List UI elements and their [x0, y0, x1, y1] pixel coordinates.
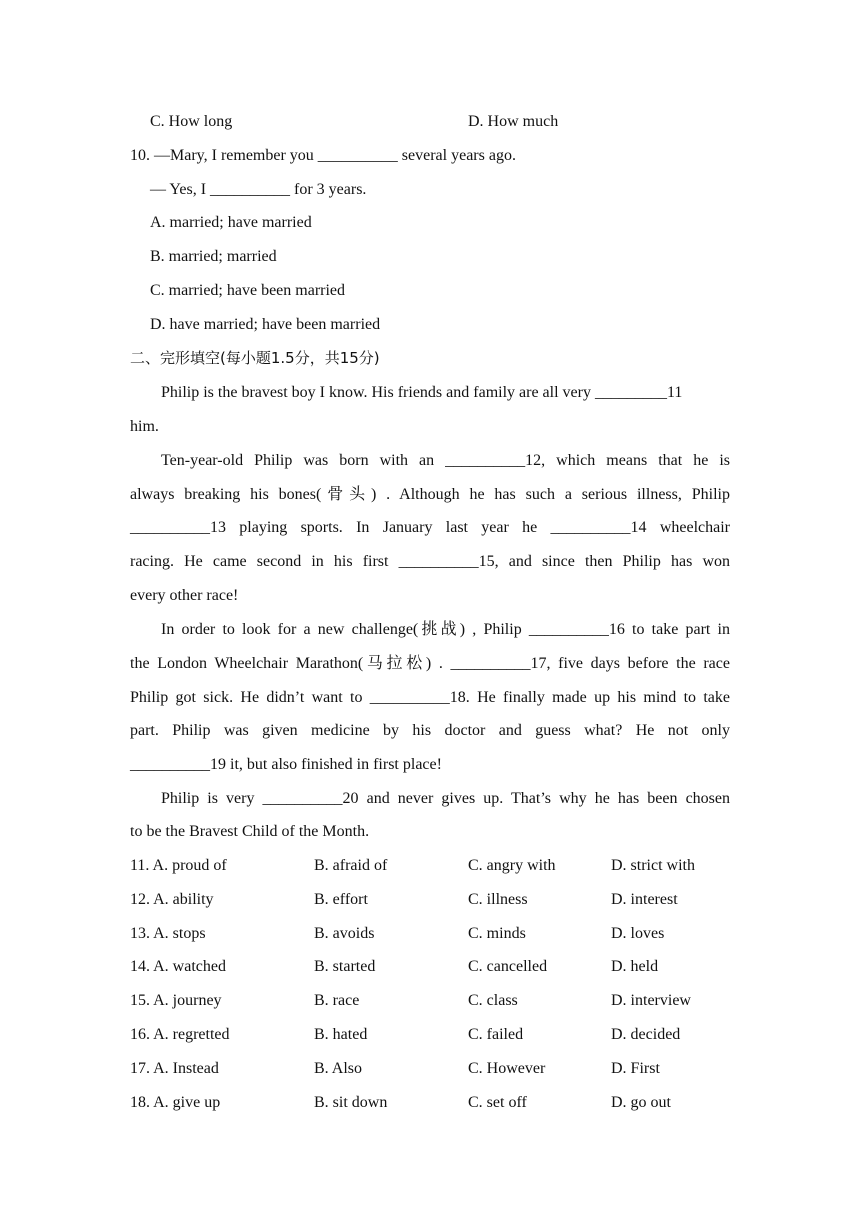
choice-17-d: D. First — [611, 1060, 660, 1077]
q10-option-a: A. married; have married — [150, 214, 312, 231]
choice-18-b: B. sit down — [314, 1094, 388, 1111]
choice-11-c: C. angry with — [468, 857, 556, 874]
passage-p2-line4: racing. He came second in his first __________15, and since then Philip has won — [130, 553, 730, 570]
choice-14-b: B. started — [314, 958, 376, 975]
passage-p3-line4: part. Philip was given medicine by his doctor and guess what? He not only — [130, 722, 730, 739]
section-title: 二、完形填空(每小题1.5分，共15分) — [130, 349, 380, 367]
passage-p3-line3: Philip got sick. He didn’t want to __________18. He finally made up his mind to take — [130, 689, 730, 706]
choice-16-d: D. decided — [611, 1026, 681, 1043]
q10-stem: 10. —Mary, I remember you __________ several years ago. — [130, 147, 516, 164]
passage-p2-line5: every other race! — [130, 587, 239, 604]
choice-12-b: B. effort — [314, 891, 368, 908]
choice-18-a: 18. A. give up — [130, 1094, 221, 1111]
q10-reply: — Yes, I __________ for 3 years. — [150, 181, 367, 198]
choice-11-d: D. strict with — [611, 857, 695, 874]
passage-p4-line2: to be the Bravest Child of the Month. — [130, 823, 370, 840]
choice-12-a: 12. A. ability — [130, 891, 214, 908]
q10-option-d: D. have married; have been married — [150, 316, 381, 333]
choice-15-d: D. interview — [611, 992, 691, 1009]
q9-option-d: D. How much — [468, 113, 559, 130]
choice-14-c: C. cancelled — [468, 958, 548, 975]
passage-p3-line2: the London Wheelchair Marathon(马拉松) . __________17, five days before the race — [130, 655, 730, 672]
choice-13-c: C. minds — [468, 925, 526, 942]
q10-option-b: B. married; married — [150, 248, 277, 265]
choice-11-a: 11. A. proud of — [130, 857, 227, 874]
choice-11-b: B. afraid of — [314, 857, 388, 874]
q9-option-c: C. How long — [150, 113, 233, 130]
choice-18-c: C. set off — [468, 1094, 527, 1111]
choice-15-b: B. race — [314, 992, 360, 1009]
q10-option-c: C. married; have been married — [150, 282, 346, 299]
choice-17-b: B. Also — [314, 1060, 363, 1077]
passage-p1-line1: Philip is the bravest boy I know. His friends and family are all very _________11 — [161, 384, 683, 401]
choice-14-d: D. held — [611, 958, 659, 975]
choice-16-a: 16. A. regretted — [130, 1026, 230, 1043]
choice-12-c: C. illness — [468, 891, 528, 908]
passage-p1-line2: him. — [130, 418, 159, 435]
choice-17-a: 17. A. Instead — [130, 1060, 219, 1077]
choice-13-a: 13. A. stops — [130, 925, 206, 942]
choice-18-d: D. go out — [611, 1094, 671, 1111]
choice-15-c: C. class — [468, 992, 518, 1009]
choice-16-c: C. failed — [468, 1026, 524, 1043]
choice-13-b: B. avoids — [314, 925, 375, 942]
passage-p2-line2: always breaking his bones(骨头) . Although he has such a serious illness, Philip — [130, 486, 730, 503]
choice-13-d: D. loves — [611, 925, 665, 942]
passage-p4-line1: Philip is very __________20 and never gives up. That’s why he has been chosen — [161, 790, 730, 807]
passage-p3-line1: In order to look for a new challenge(挑战) , Philip __________16 to take part in — [161, 621, 730, 638]
passage-p3-line5: __________19 it, but also finished in first place! — [130, 756, 442, 773]
choice-12-d: D. interest — [611, 891, 678, 908]
choice-17-c: C. However — [468, 1060, 546, 1077]
choice-16-b: B. hated — [314, 1026, 368, 1043]
choice-15-a: 15. A. journey — [130, 992, 222, 1009]
choice-14-a: 14. A. watched — [130, 958, 226, 975]
passage-p2-line3: __________13 playing sports. In January last year he __________14 wheelchair — [130, 519, 730, 536]
passage-p2-line1: Ten-year-old Philip was born with an __________12, which means that he is — [161, 452, 730, 469]
